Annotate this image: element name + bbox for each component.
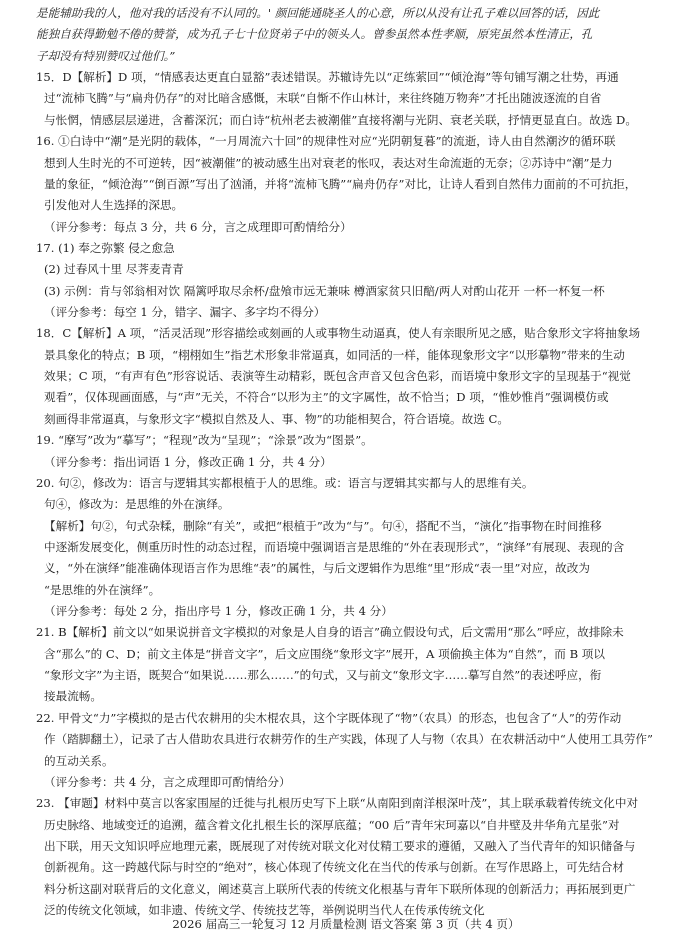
text-line: 过“流柿飞腾”与“扁舟仍存”的对比暗含感慨，末联“自惭不作山林计，来往终随万物奔”才托出随波逐流的自省: [44, 91, 602, 106]
text-line: 历史脉络、地域变迁的追溯，蕴含着文化扎根生长的深厚底蕴；“00 后”青年宋珂嘉以“自井壁及井华角亢星张”对: [44, 817, 620, 832]
scoring-note: （评分参考：每空 1 分，错字、漏字、多字均不得分）: [44, 305, 326, 319]
answer-22: 22. 甲骨文“力”字模拟的是古代农耕用的尖木棍农具，这个字既体现了“物”（农具）的形态，也包含了“人”的劳作动: [36, 710, 622, 725]
text-line: 引发他对人生选择的深思。: [44, 198, 184, 213]
text-line: 句④，修改为：是思维的外在演绎。: [44, 497, 230, 512]
text-line: 能独自获得勤勉不倦的赞誉，成为孔子七十位贤弟子中的领头人。曾参虽然本性孝顺，原宪虽然本性清正，孔: [36, 27, 593, 42]
text-line: 与怅惘，情感层层递进，含蓄深沉；而白诗“杭州老去被潮催”直接将潮与光阴、衰老关联，抒情更显直白。故选 D。: [44, 112, 637, 127]
text-line: 的互动关系。: [44, 753, 114, 768]
text-line: 观看”，仅体现画面感，与“声”无关，不符合“以形为主”的文字属性，故不恰当；D 项，“惟妙惟肖”强调模仿或: [44, 390, 609, 405]
text-line: 创新视角。这一跨越代际与时空的“绝对”，核心体现了传统文化在当代的传承与创新。在写作思路上，可先结合材: [44, 860, 624, 875]
text-line: 含“那么”的 C、D；前文主体是“拼音文字”，后文应围绕“象形文字”展开，A 项偷换主体为“自然”，而 B 项以: [44, 646, 605, 661]
text-line: 义，“外在演绎”能准确体现语言作为思维“表”的属性，与后文逻辑作为思维“里”形成“表一里”对应，故改为: [44, 561, 590, 576]
text-line: “象形文字”为主语，既契合“如果说……那么……”的句式，又与前文“象形文字……摹写自然”的表述呼应，衔: [44, 668, 602, 683]
answer-20: 20. 句②，修改为：语言与逻辑其实都根植于人的思维。或：语言与逻辑其实都与人的思维有关。: [36, 475, 534, 490]
answer-15: 15．D【解析】D 项，“情感表达更直白显豁”表述错误。苏辙诗先以“疋练萦回”“倾沧海”等句铺写潮之壮势，再通: [36, 70, 619, 85]
text-line: 效果；C 项，“有声有色”形容说话、表演等生动精彩，既包含声音又包含色彩，而语境中象形文字的呈现基于“视觉: [44, 369, 631, 384]
text-line: (3) 示例：肯与邻翁相对饮 隔篱呼取尽余杯/盘飧市远无兼味 樽酒家贫只旧醅/两人对酌山花开 一杯一杯复一杯: [44, 283, 605, 298]
text-line: 量的象征，“倾沧海”“倒百源”写出了汹涌，并将“流柿飞腾”“扁舟仍存”对比，让诗人看到自然伟力面前的不可抗拒，: [44, 176, 637, 191]
scoring-note: （评分参考：指出词语 1 分，修改正确 1 分，共 4 分）: [44, 454, 332, 469]
text-line: 出下联，用天文知识呼应地理元素，既展现了对传统对联文化对仗精工要求的遵循，又融入了当代青年的知识储备与: [44, 838, 636, 853]
text-line: 想到人生时光的不可逆转，因“被潮催”的被动感生出对衰老的怅叹，表达对生命流逝的无奈；②苏诗中“潮”是力: [44, 155, 613, 170]
answer-19: 19. “摩写”改为“摹写”；“程现”改为“呈现”；“涂景”改为“图景”。: [36, 433, 373, 448]
text-line: 中逐渐发展变化，侧重历时性的动态过程，而语境中强调语言是思维的“外在表现形式”，“演绎”有展现、表现的含: [44, 539, 625, 554]
answer-21: 21. B【解析】前文以“如果说拼音文字模拟的对象是人自身的语言”确立假设句式，后文需用“那么”呼应，故排除未: [36, 625, 624, 640]
text-line: (2) 过春风十里 尽荠麦青青: [44, 262, 184, 277]
text-line: 接最流畅。: [44, 689, 102, 704]
text-line: 作（踏脚翻土），记录了古人借助农具进行农耕劳作的生产实践，体现了人与物（农具）在农耕活动中“人使用工具劳作”: [44, 732, 653, 747]
text-line: 刻画得非常逼真，与象形文字“模拟自然及人、事、物”的功能相契合，符合语境。故选 C。: [44, 411, 509, 426]
text-line: 是能辅助我的人，他对我的话没有不认同的。' 颜回能通晓圣人的心意，所以从没有让孔子难以回答的话，因此: [36, 6, 600, 20]
text-line: 景具象化的特点；B 项，“栩栩如生”指艺术形象非常逼真，如同活的一样，能体现象形文字“以形摹物”带来的生动: [44, 347, 625, 362]
page-footer: 2026 届高三一轮复习 12 月质量检测 语文答案 第 3 页（共 4 页）: [172, 917, 520, 931]
answer-18: 18．C【解析】A 项，“活灵活现”形容描绘或刻画的人或事物生动逼真，使人有亲眼所见之感，贴合象形文字将抽象场: [36, 326, 641, 341]
answer-17: 17. (1) 奉之弥繁 侵之愈急: [36, 240, 175, 255]
answer-23: 23. 【审题】材料中莫言以客家围屋的迁徙与扎根历史写下上联“从南阳到南洋根深叶茂”，其上联承载着传统文化中对: [36, 796, 639, 811]
text-line: “是思维的外在演绎”。: [44, 582, 161, 597]
text-line: 【解析】句②，句式杂糅，删除“有关”，或把“根植于”改为“与”。句④，搭配不当，“演化”指事物在时间推移: [44, 518, 602, 533]
answer-16: 16. ①白诗中“潮”是光阴的载体，“一月周流六十回”的规律性对应“光阴朝复暮”的流逝，诗人由自然潮汐的循环联: [36, 134, 616, 149]
text-line: 泛的传统文化领域，如非遗、传统文学、传统技艺等，举例说明当代人在传承传统文化: [44, 903, 485, 917]
scoring-note: （评分参考：每处 2 分，指出序号 1 分，修改正确 1 分，共 4 分）: [44, 604, 393, 618]
scoring-note: （评分参考：共 4 分，言之成理即可酌情给分）: [44, 774, 291, 789]
text-line: 料分析这副对联背后的文化意义，阐述莫言上联所代表的传统文化根基与青年下联所体现的创新活力；再拓展到更广: [44, 881, 636, 896]
text-line: 子却没有特别赞叹过他们。”: [36, 48, 176, 63]
scoring-note: （评分参考：每点 3 分，共 6 分，言之成理即可酌情给分）: [44, 219, 352, 234]
